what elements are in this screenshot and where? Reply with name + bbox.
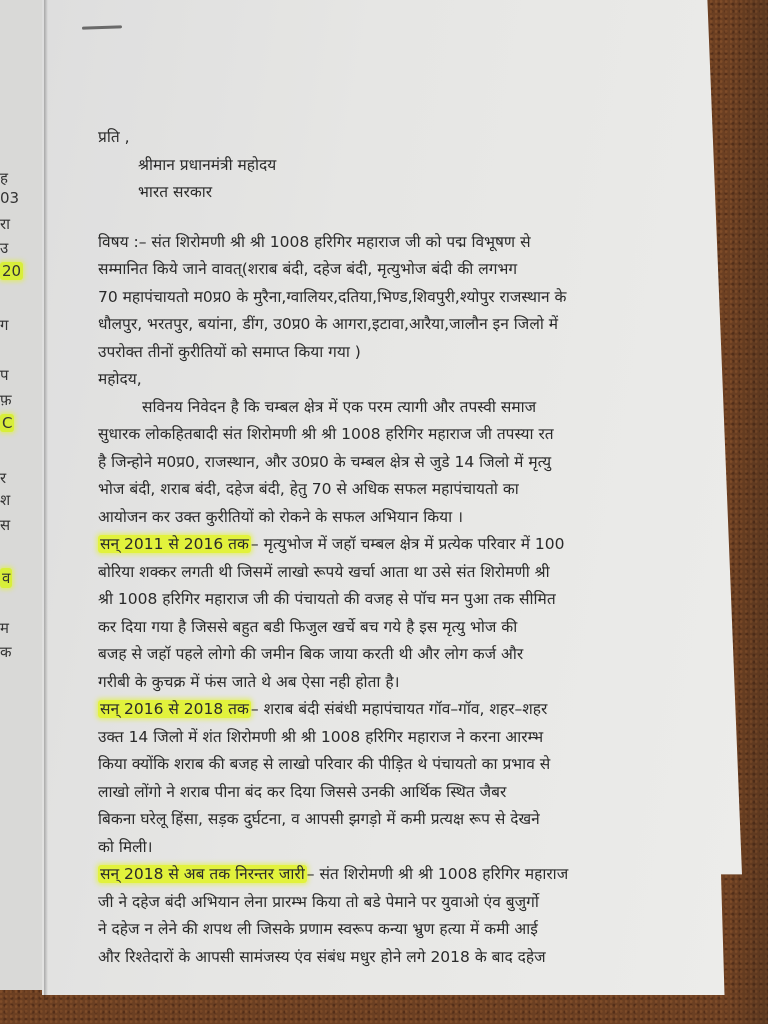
- back-page-fragment: स: [0, 516, 11, 534]
- section-2016-2018: [98, 696, 658, 861]
- paragraph-line: भोज बंदी, शराब बंदी, दहेज बंदी, हेतु 70 से अधिक सफल महापंचायतो का: [98, 480, 519, 498]
- paragraph-line: सविनय निवेदन है कि चम्बल क्षेत्र में एक परम त्यागी और तपस्वी समाज: [142, 397, 537, 416]
- back-page-fragment: र: [0, 469, 7, 487]
- paragraph-line: जी ने दहेज बंदी अभियान लेना प्रारम्भ किया तो बडे पेमाने पर युवाओ एंव बुजुर्गो: [98, 892, 539, 911]
- subject-line: विषय :– संत शिरोमणी श्री श्री 1008 हरिगिर महाराज जी को पद्म विभूषण से: [98, 232, 531, 251]
- paragraph-line: श्री 1008 हरिगिर महाराज जी की पंचायतो की वजह से पॉच मन पुआ तक सीमित: [98, 590, 556, 608]
- subject-line: सम्मानित किये जाने वावत्(शराब बंदी, दहेज बंदी, मृत्युभोज बंदी की लगभग: [98, 260, 518, 278]
- back-page-fragment: 20: [2, 262, 22, 280]
- salutation-prefix: प्रति ,: [98, 128, 130, 146]
- subject-line: उपरोक्त तीनों कुरीतियों को समाप्त किया गया ): [98, 342, 361, 361]
- intro-paragraph: [98, 394, 658, 532]
- paragraph-line: गरीबी के कुचक्र में फंस जाते थे अब ऐसा नही होता है।: [98, 672, 400, 691]
- paragraph-text: – शराब बंदी संबंधी महापंचायत गॉव–गॉव, शहर–शहर: [250, 700, 548, 718]
- paragraph-line: बजह से जहॉ पहले लोगो की जमीन बिक जाया करती थी और लोग कर्ज और: [98, 645, 524, 663]
- back-page-fragment: ग: [0, 316, 9, 334]
- section-2011-2016: [98, 531, 658, 696]
- addressee-org: भारत सरकार: [138, 183, 213, 201]
- back-page-fragment: श: [0, 491, 11, 509]
- letter-body: [98, 124, 658, 971]
- back-page-fragment: प: [0, 366, 9, 384]
- addressee-title: श्रीमान प्रधानमंत्री महोदय: [138, 155, 277, 174]
- paragraph-line: लाखो लोंगो ने शराब पीना बंद कर दिया जिससे उनकी आर्थिक स्थित जैबर: [98, 782, 507, 801]
- paragraph-line: आयोजन कर उक्त कुरीतियों को रोकने के सफल अभियान किया ।: [98, 507, 463, 526]
- back-page-fragment: उ: [0, 239, 9, 257]
- paragraph-line: सुधारक लोकहितबादी संत शिरोमणी श्री श्री 1008 हरिगिर महाराज जी तपस्या रत: [98, 425, 554, 443]
- paragraph-line: को मिली।: [98, 837, 153, 856]
- back-page-fragment: फ़: [0, 391, 12, 409]
- paragraph-line: कर दिया गया है जिससे बहुत बडी फिजुल खर्चे बच गये है इस मृत्यु भोज की: [98, 617, 518, 636]
- paragraph-line: और रिश्तेदारों के आपसी सामंजस्य एंव संबंध मधुर होने लगे 2018 के बाद दहेज: [98, 947, 546, 966]
- highlighted-period-heading: सन् 2011 से 2016 तक: [100, 535, 249, 553]
- paragraph-text: – मृत्युभोज में जहॉ चम्बल क्षेत्र में प्रत्येक परिवार में 100: [250, 535, 565, 553]
- paragraph-line: है जिन्होने म0प्र0, राजस्थान, और उ0प्र0 के चम्बल क्षेत्र से जुडे 14 जिलो में मृत्यु: [98, 452, 552, 471]
- back-page-fragment: म: [0, 619, 9, 637]
- greeting: महोदय,: [98, 370, 142, 388]
- section-2018-present: [98, 861, 658, 971]
- back-page-fragment: C: [2, 414, 13, 432]
- back-page-fragment: क: [0, 643, 12, 661]
- page-edge-shadow: [44, 0, 48, 1000]
- paragraph-line: उक्त 14 जिलो में शंत शिरोमणी श्री श्री 1008 हरिगिर महाराज ने करना आरम्भ: [98, 727, 544, 746]
- highlighted-period-heading: सन् 2018 से अब तक निरन्तर जारी: [100, 865, 305, 883]
- subject-line: 70 महापंचायतो म0प्र0 के मुरैना,ग्वालियर,दतिया,भिण्ड,शिवपुरी,श्योपुर राजस्थान के: [98, 287, 567, 306]
- highlighted-period-heading: सन् 2016 से 2018 तक: [100, 700, 249, 718]
- back-page-fragment: रा: [0, 215, 11, 233]
- paragraph-line: बिकना घरेलू हिंसा, सड़क दुर्घटना, व आपसी झगड़ो में कमी प्रत्यक्ष रूप से देखने: [98, 810, 540, 828]
- subject-line: धौलपुर, भरतपुर, बयांना, डींग, उ0प्र0 के आगरा,इटावा,आरैया,जालौन इन जिलो में: [98, 315, 559, 333]
- paragraph-line: बोरिया शक्कर लगती थी जिसमें लाखो रूपये खर्चा आता था उसे संत शिरोमणी श्री: [98, 562, 550, 581]
- paragraph-text: – संत शिरोमणी श्री श्री 1008 हरिगिर महाराज: [306, 865, 569, 883]
- back-page-fragment: 03: [0, 189, 20, 207]
- paragraph-line: ने दहेज न लेने की शपथ ली जिसके प्रणाम स्वरूप कन्या भ्रुण हत्या में कमी आई: [98, 920, 538, 938]
- paragraph-line: किया क्योंकि शराब की बजह से लाखो परिवार की पीड़ित थे पंचायतो का प्रभाव से: [98, 755, 551, 773]
- subject-block: [98, 229, 658, 367]
- back-page-fragment: ह: [0, 169, 8, 187]
- back-page-fragment: व: [2, 569, 11, 587]
